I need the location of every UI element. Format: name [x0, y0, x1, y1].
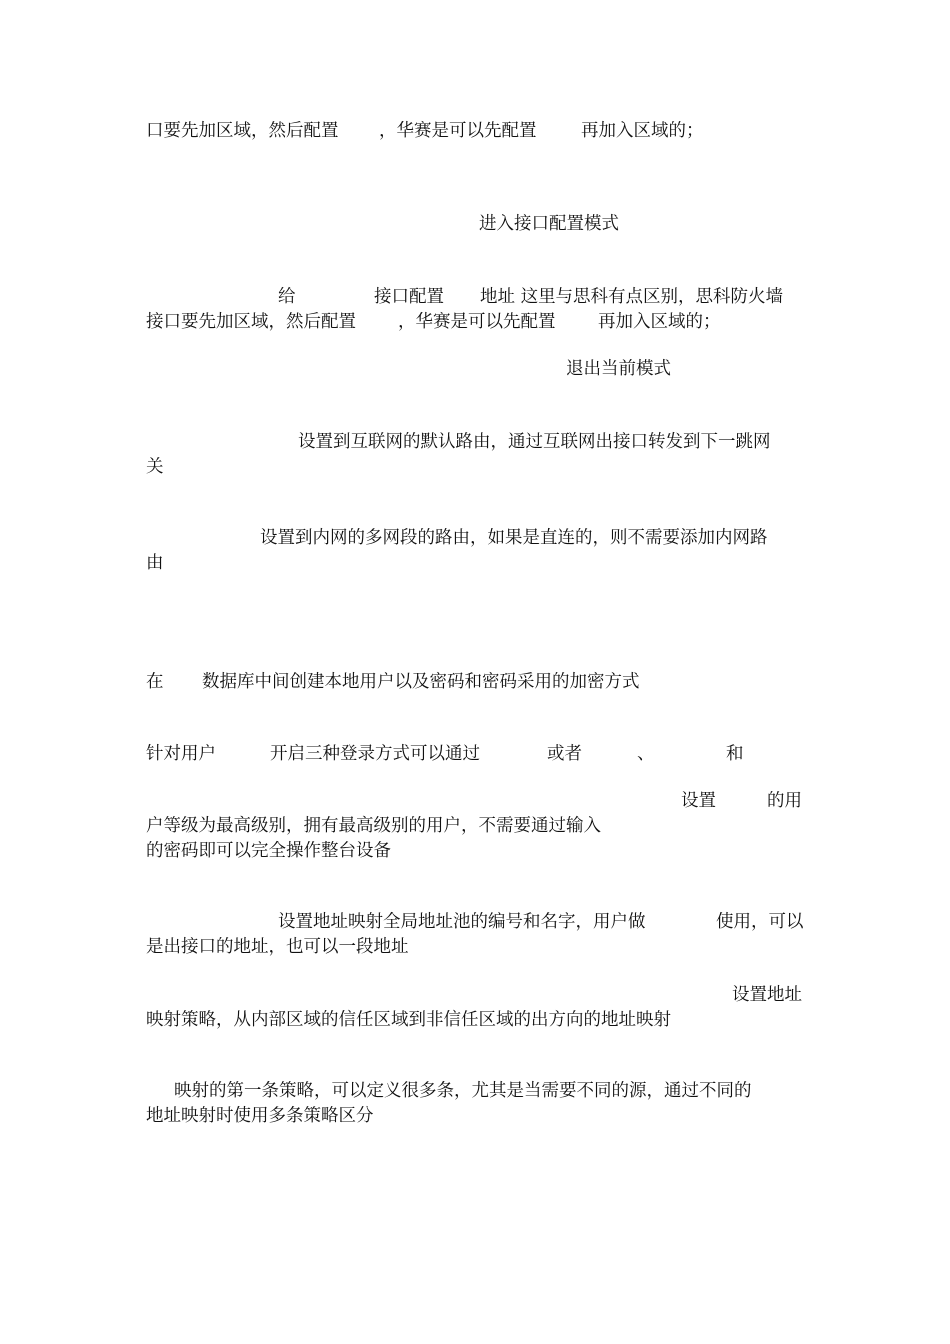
text-line: 使用，可以: [716, 912, 804, 932]
text-line: 进入接口配置模式: [479, 214, 619, 234]
text-line: 接口配置: [374, 287, 444, 307]
text-line: 是出接口的地址，也可以一段地址: [146, 937, 409, 957]
text-line: 针对用户: [146, 744, 216, 764]
text-line: 设置地址映射全局地址池的编号和名字，用户做: [278, 912, 646, 932]
text-line: 的用: [767, 791, 802, 811]
text-line: 接口要先加区域，然后配置: [146, 312, 356, 332]
text-line: 关: [146, 457, 164, 477]
text-line: 地址映射时使用多条策略区分: [146, 1106, 374, 1126]
text-line: 给: [278, 287, 296, 307]
text-line: 设置到互联网的默认路由，通过互联网出接口转发到下一跳网: [298, 432, 771, 452]
text-line: 再加入区域的；: [598, 312, 721, 332]
text-line: 设置到内网的多网段的路由，如果是直连的，则不需要添加内网路: [260, 528, 768, 548]
text-line: ，华赛是可以先配置: [398, 312, 556, 332]
text-line: 口要先加区域，然后配置: [146, 121, 339, 141]
text-line: 地址 这里与思科有点区别，思科防火墙: [480, 287, 784, 307]
text-line: ，华赛是可以先配置: [379, 121, 537, 141]
text-line: 在: [146, 672, 164, 692]
text-line: 设置地址: [732, 985, 802, 1005]
text-line: 再加入区域的；: [581, 121, 704, 141]
text-line: 户等级为最高级别，拥有最高级别的用户，不需要通过输入: [146, 816, 601, 836]
text-line: 的密码即可以完全操作整台设备: [146, 841, 391, 861]
text-line: 映射策略，从内部区域的信任区域到非信任区域的出方向的地址映射: [146, 1010, 671, 1030]
text-line: 由: [146, 553, 164, 573]
text-line: 数据库中间创建本地用户以及密码和密码采用的加密方式: [202, 672, 640, 692]
text-line: 映射的第一条策略，可以定义很多条，尤其是当需要不同的源，通过不同的: [174, 1081, 752, 1101]
text-line: 开启三种登录方式可以通过: [270, 744, 480, 764]
text-line: 退出当前模式: [566, 359, 671, 379]
text-line: 、: [637, 744, 655, 764]
text-line: 设置: [681, 791, 716, 811]
text-line: 和: [726, 744, 744, 764]
text-line: 或者: [547, 744, 582, 764]
